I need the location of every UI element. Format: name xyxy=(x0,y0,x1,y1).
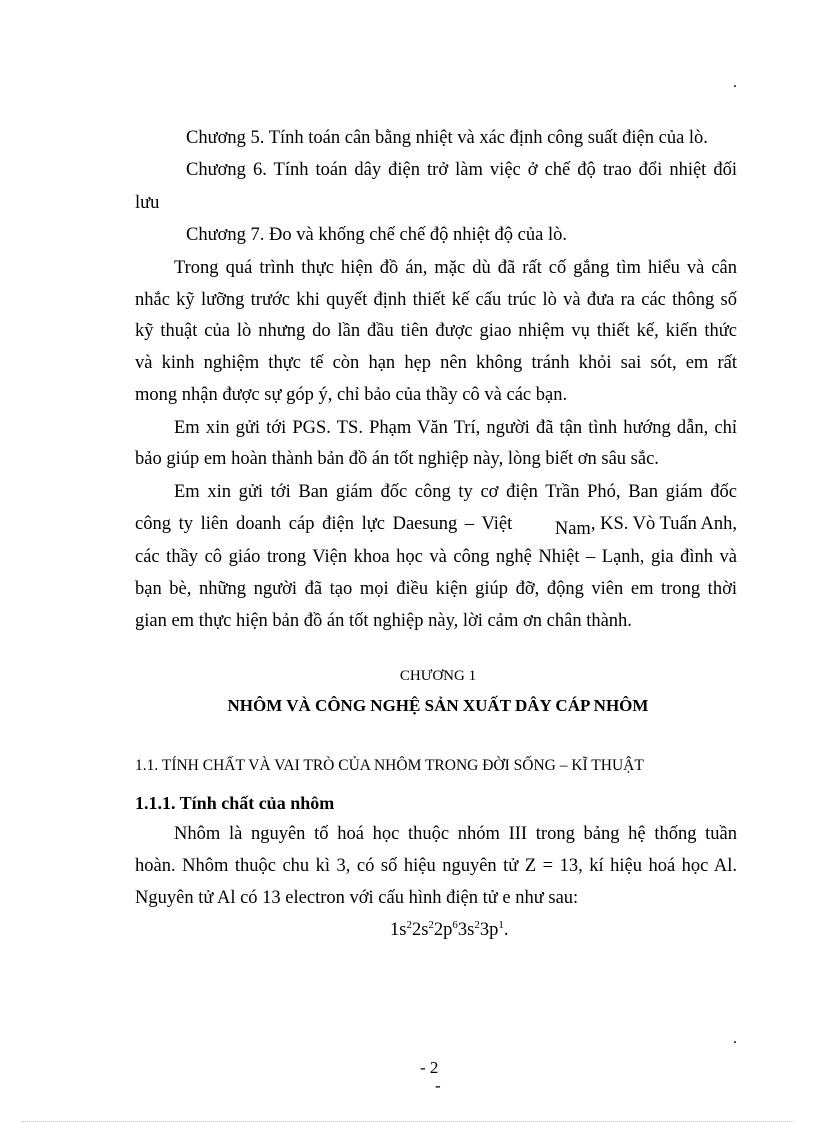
paragraph-4-line-1: Nhôm là nguyên tố hoá học thuộc nhóm III trong bảng hệ thống tuần xyxy=(174,824,737,844)
paragraph-2-line-1: Em xin gửi tới PGS. TS. Phạm Văn Trí, người đã tận tình hướng dẫn, chỉ xyxy=(174,418,737,438)
paragraph-3-line-5: gian em thực hiện bản đồ án tốt nghiệp này, lời cảm ơn chân thành. xyxy=(135,611,632,631)
formula-superscript: 1 xyxy=(498,919,504,931)
paragraph-3-line-1: Em xin gửi tới Ban giám đốc công ty cơ điện Trần Phó, Ban giám đốc xyxy=(174,482,737,502)
chapter-title: NHÔM VÀ CÔNG NGHỆ SẢN XUẤT DÂY CÁP NHÔM xyxy=(227,696,649,715)
section-heading: 1.1. TÍNH CHẤT VÀ VAI TRÒ CỦA NHÔM TRONG ĐỜI SỐNG – KĨ THUẬT xyxy=(135,757,644,774)
page-bottom-rule xyxy=(22,1121,794,1122)
paragraph-1-line-5: mong nhận được sự góp ý, chỉ bảo của thầy cô và các bạn. xyxy=(135,385,568,405)
paragraph-1-line-4: và kinh nghiệm thực tế còn hạn hẹp nên không tránh khỏi sai sót, em rất xyxy=(135,353,737,373)
chapter-6-line-1: Chương 6. Tính toán dây điện trở làm việc ở chế độ trao đổi nhiệt đối xyxy=(186,160,737,180)
paragraph-3-line-2 xyxy=(135,514,737,539)
formula-part: 3p xyxy=(479,920,499,940)
footer-mark: . xyxy=(733,1030,737,1047)
paragraph-3-line-2-tail: , KS. Vò Tuấn Anh, xyxy=(590,514,737,534)
formula-superscript: 2 xyxy=(474,919,480,931)
formula-part: 2s xyxy=(411,920,429,940)
formula-superscript: 6 xyxy=(452,919,458,931)
paragraph-3-line-3: các thầy cô giáo trong Viện khoa học và công nghệ Nhiệt – Lạnh, gia đình và xyxy=(135,547,737,567)
formula-part: 2p xyxy=(433,920,453,940)
formula-period: . xyxy=(503,920,509,940)
page-number-dash: - xyxy=(435,1076,441,1095)
paragraph-3-line-4: bạn bè, những người đã tạo mọi điều kiện giúp đỡ, động viên em trong thời xyxy=(135,579,737,599)
paragraph-1-line-1: Trong quá trình thực hiện đồ án, mặc dù đã rất cố gắng tìm hiểu và cân xyxy=(174,258,737,278)
paragraph-1-line-2: nhắc kỹ lưỡng trước khi quyết định thiết kế cấu trúc lò và đưa ra các thông số xyxy=(135,290,737,310)
paragraph-2-line-2: bảo giúp em hoàn thành bản đồ án tốt nghiệp này, lòng biết ơn sâu sắc. xyxy=(135,449,659,469)
formula-superscript: 2 xyxy=(428,919,434,931)
paragraph-4-line-2: hoàn. Nhôm thuộc chu kì 3, có số hiệu nguyên tử Z = 13, kí hiệu hoá học Al. xyxy=(135,856,737,876)
header-mark: . xyxy=(733,74,737,91)
chapter-7-line: Chương 7. Đo và khống chế chế độ nhiệt độ của lò. xyxy=(186,225,567,245)
chapter-6-line-2: lưu xyxy=(135,193,160,213)
paragraph-1-line-3: kỹ thuật của lò nhưng do lần đầu tiên được giao nhiệm vụ thiết kế, kiến thức xyxy=(135,321,737,341)
formula-part: 3s xyxy=(457,920,475,940)
paragraph-4-line-3: Nguyên tử Al có 13 electron với cấu hình điện tử e như sau: xyxy=(135,888,579,908)
paragraph-3-line-2-end xyxy=(554,514,737,539)
formula-superscript: 2 xyxy=(406,919,412,931)
subsection-heading: 1.1.1. Tính chất của nhôm xyxy=(135,793,335,813)
formula-part: 1s xyxy=(390,920,407,940)
paragraph-3-line-2-start: công ty liên doanh cáp điện lực Daesung – Việt xyxy=(135,514,513,534)
subscript-word: Nam xyxy=(554,519,591,539)
chapter-5-line: Chương 5. Tính toán cân bằng nhiệt và xác định công suất điện của lò. xyxy=(186,128,708,148)
chapter-number: CHƯƠNG 1 xyxy=(399,668,477,684)
page-number: - 2 xyxy=(420,1058,439,1077)
electron-configuration xyxy=(390,921,508,940)
